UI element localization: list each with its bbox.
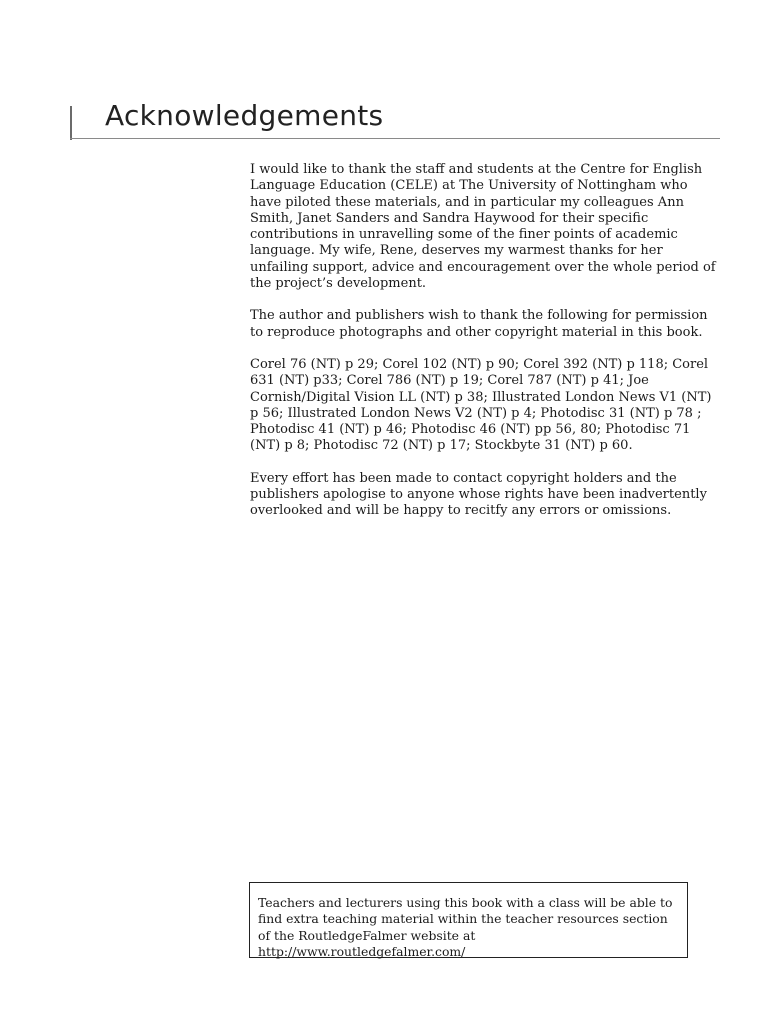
paragraph-photo-credits: Corel 76 (NT) p 29; Corel 102 (NT) p 90; Corel 392 (NT) p 118; Corel 631 (NT) p33; Corel 786 (NT) p 19; Corel 787 (NT) p 41; Joe Cornish/Digital Vision LL (NT) p 38; Illustrated London News V1 (NT) p 56; Illustrated London News V2 (NT) p 4; Photodisc 31 (NT) p 78 ; Photodisc 41 (NT) p 46; Photodisc 46 (NT) pp 56, 80; Photodisc 71 (NT) p 8; Photodisc 72 (NT) p 17; Stockbyte 31 (NT) p 60. <box>250 356 712 454</box>
acknowledgements-body <box>250 162 720 536</box>
paragraph-copyright-notice: Every effort has been made to contact copyright holders and the publishers apologise to anyone whose rights have been inadvertently overlooked and will be happy to recitfy any errors or omissions. <box>250 470 707 519</box>
teacher-resources-notice <box>249 882 688 958</box>
heading-divider <box>70 138 720 139</box>
page-title: Acknowledgements <box>105 99 384 132</box>
paragraph-thanks: I would like to thank the staff and students at the Centre for English Language Education (CELE) at The University of Nottingham who have piloted these materials, and in particular my colleagues Ann Smith, Janet Sanders and Sandra Haywood for their specific contributions in unravelling some of the finer points of academic language. My wife, Rene, deserves my warmest thanks for her unfailing support, advice and encouragement over the whole period of the project’s development. <box>250 162 716 292</box>
paragraph-permissions: The author and publishers wish to thank the following for permission to reproduce photographs and other copyright material in this book. <box>250 308 708 340</box>
heading-accent-bar <box>70 106 72 140</box>
notice-text: Teachers and lecturers using this book with a class will be able to find extra teaching material within the teacher resources section of the RoutledgeFalmer website at http://www.routledgefalmer.com/ <box>258 895 673 959</box>
